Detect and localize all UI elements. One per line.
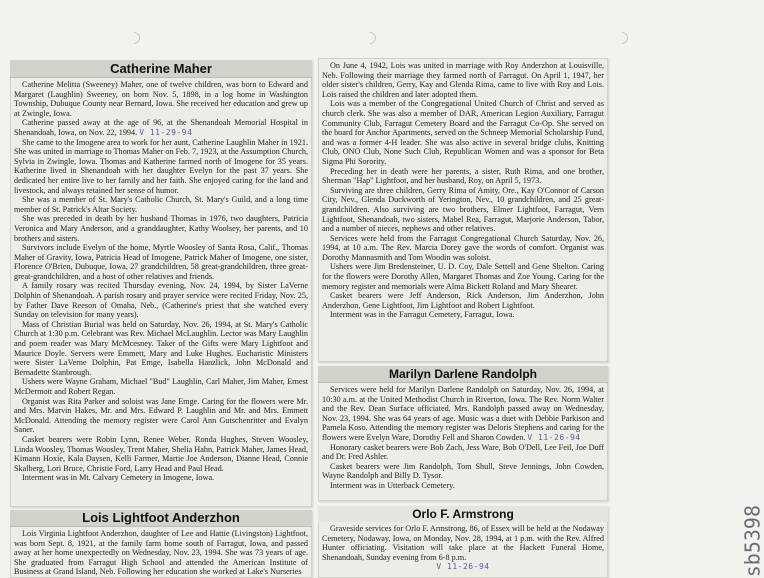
obituary-lois-anderzhon-continued (318, 58, 608, 362)
paragraph: Honorary casket bearers were Bob Zach, Jess Ware, Bob O'Dell, Lee Feil, Joe Duff and Dr. Fred Ashler. (322, 442, 604, 462)
paragraph (322, 562, 604, 572)
paragraph: She came to the Imogene area to work for her aunt, Catherine Laughlin Maher in 1921. She was united in marriage to Thomas Maher on Feb. 7, 1923, at the Assumption Church, Sylvia in Zwingle, Iowa. Thomas and Katherine farmed north of Imogene for 35 years. Katherine lived in Shenandoah with her daughter Evelyn for the past 37 years. She dedicated her entire live to her family and her faith. She enjoyed caring for the land and livestock, and always retained her sense of humor. (14, 137, 308, 195)
paragraph: Graveside services for Orlo F. Armstrong, 86, of Essex will be held at the Nodaway Cemetery, Nodaway, Iowa, on Monday, Nov. 28, 1994, at 1 p.m. with the Rev. Alfred Hunter officiating. Visitation will take place at the Hackett Funeral Home, Shenandoah, Sunday evening from 6-8 p.m. (322, 524, 604, 562)
paragraph: On June 4, 1942, Lois was united in marriage with Roy Anderzhon at Louisville, Neb. Following their marriage they farmed north of Farragut. On April 1, 1947, her older sister's children, Gerry, Kay and Glenda Rima, came to live with Roy and Lois. Lois raised the children and later adopted them. (322, 61, 604, 99)
handwritten-date: V 11-26-94 (436, 562, 490, 572)
paragraph: Casket bearers were Jim Randolph, Tom Shull, Steve Jennings, John Cowden, Wayne Randolph and Billy D. Tysor. (322, 461, 604, 481)
paragraph: Interment was in the Farragut Cemetery, Farragut, Iowa. (330, 310, 515, 320)
paragraph: She was preceded in death by her husband Thomas in 1976, two daughters, Patricia Veronica and Mary Anderson, and a granddaughter, Kathy Woolsey, her parents, and 10 brothers and sisters. (14, 214, 308, 243)
paragraph: Casket bearers were Robin Lynn, Renee Weber, Ronda Hughes, Steven Woosley, Linda Woosley, Thomas Woosley, Trent Maher, Shelia Hahn, Patrick Maher, James Head, Kimann Hoxie, Kala Daysen, Kelli Farmer, Martie Joe Anderson, Dianne Head, Connie Skalberg, Lori Bruce, Christie Ford, Larry Head and Paul Head. (14, 434, 308, 473)
catalog-mark: sb5398 (740, 505, 764, 578)
binder-hole-mark (362, 30, 379, 47)
paragraph: Ushers were Wayne Graham, Michael "Bud" Laughlin, Carl Maher, Jim Maher, Ernest McDermott and Robert Regan. (14, 377, 308, 396)
paragraph: Organist was Rita Parker and soloist was Jane Emge. Caring for the flowers were Mr. and Mrs. Marvin Hakes, Mr. and Mrs. Edward P. Laughlin and Mr. and Mrs. Emmett McDonald. Attending the memory register were Carol Ann Gutschenritter and Evalyn Saner. (14, 396, 308, 435)
obituary-marilyn-randolph (318, 366, 608, 501)
paragraph: Casket bearers were Jeff Anderson, Rick Anderson, Jim Anderzhon, John Anderzhon, Gene Lightfoot, Jim Lightfoot and Robert Lightfoot. (322, 291, 604, 310)
obituary-title: Lois Lightfoot Anderzhon (10, 510, 312, 527)
paragraph: Lois was a member of the Congregational United Church of Christ and served as church clerk. She was also a member of DAR, American Legion Auxiliary, Farragut Community Club, Farragut Cemetery Board and the Farragut Co-Op. She served on the board for Anchor Apartments, served on the Schneep Memorial Scholarship Fund, and was a former 4-H leader. She was also active in several bridge clubs, Knitting Club, ONO Club, None Such Club, Republican Women and was a sponsor for Beta Sigma Phi Sorority. (322, 99, 604, 166)
obituary-title: Orlo F. Armstrong (318, 506, 608, 522)
handwritten-date: V 11-26-94 (527, 432, 581, 442)
paragraph: Survivors include Evelyn of the home, Myrtle Woosley of Santa Rosa, Calif., Thomas Maher of Gravity, Iowa, Patricia Head of Imogene, Patrick Maher of Imogene, one sister, Florence O'Brien, Dubuque, Iowa, 27 grandchildren, 58 great-grandchildren, three great-great-grandchildren, and a host of other relatives and friends. (14, 243, 308, 281)
obituary-lois-anderzhon (10, 510, 312, 578)
paragraph: Catherine passed away at the age of 96, at the Shenandoah Memorial Hospital in Shenandoah, Iowa, on Nov. 22, 1994. V 11-29-94 (14, 118, 308, 137)
binder-hole-mark (126, 30, 143, 47)
paragraph: Surviving are three children, Gerry Rima of Amity, Ore., Kay O'Connor of Carson City, Nev., Glenda Duckworth of Yerington, Nev., 10 grandchildren, and 25 great-grandchildren. Also surviving are two brothers, Elmer Lightfoot, Farragut, Vern Lightfoot, Shenandoah, two sisters, Mabel Rea, Farragut, Marjorie Anderson, Tabor, and a number of nieces, nephews and other relatives. (322, 185, 604, 234)
binder-hole-mark (614, 30, 631, 47)
paragraph: Services were held from the Farragut Congregational Church Saturday, Nov. 26, 1994, at 10 a.m. The Rev. Marcia Dorey gave the words of comfort. Organist was Dorothy Mannasmith and Tom Woodin was soloist. (322, 233, 604, 262)
handwritten-date: V 11-29-94 (139, 127, 193, 137)
paragraph: Lois Virginia Lightfoot Anderzhon, daughter of Lee and Hattie (Livingston) Lightfoot, was born Sept. 8, 1921, at the family farm home south of Farragut, Iowa, and passed away at her home unexpectedly on Wednesday, Nov. 23, 1994. She was 73 years of age. She graduated from Farragut High School and attended the American Institute of Business at Grand Island, Neb. Following her education she worked at Lake's Nurseries (14, 529, 308, 577)
paragraph: Ushers were Jim Bredensteiner, U. D. Coy, Dale Settell and Gene Shelton. Caring for the flowers were Dorothy Allen, Margaret Thomas and Zoe Young. Caring for the memory register and memorials were Alma Bickett Roland and Mary Shearer. (322, 262, 604, 291)
paragraph: Catherine Melitta (Sweeney) Maher, one of twelve children, was born to Edward and Margaret (Laughlin) Sweeney, on born Nov. 5, 1898, in a log home in Washington Township, Dubuque County near Bernard, Iowa. She received her education and grew up at Zwingle, Iowa. (14, 80, 308, 118)
obituary-orlo-armstrong (318, 506, 608, 578)
paragraph: Mass of Christian Burial was held on Saturday, Nov. 26, 1994, at St. Mary's Catholic Church at 1:30 p.m. Celebrant was Rev. Michael McLaughlin. Lector was Mary Laughlin and poem reader was Mary McMcesney. Taker of the Gifts were Mary Lightfoot and Maurice Doyle. Servers were Emmett, Mary and Luke Hughes. Eucharistic Ministers were Sister LaVerne Dolphin, Pat Emge, Isabella Hanzlick, John McDonald and Bernadette Stanbrough. (14, 319, 308, 377)
paragraph: Services were held for Marilyn Darlene Randolph on Saturday, Nov. 26, 1994, at 10:30 a.m. at the United Methodist Church in Riverton, Iowa. The Rev. Norm Walter and the Rev. Dean Surface officiated. Mrs. Randolph passed away on Wednesday, Nov. 23, 1994. She was 64 years of age. Music was a duet with Debbie Parkison and Pamela Koso. Attending the memory register was Deloris Stephens and caring for the flowers were Evelyn Ware, Dorothy Fell and Sharon Cowden. V 11-26-94 (322, 385, 604, 442)
obituary-catherine-maher (10, 60, 312, 507)
paragraph: A family rosary was recited Thursday evening, Nov. 24, 1994, by Sister LaVerne Dolphin of Shenandoah. A parish rosary and prayer service were recited Friday, Nov. 25, by Father Dave Reeson of Omaha, Neb., (Catherine's priest that she watched every Sunday on television for many years). (14, 281, 308, 320)
obituary-title: Catherine Maher (10, 60, 312, 78)
paragraph: She was a member of St. Mary's Catholic Church, St. Mary's Guild, and a long time member of St. Patrick's Altar Society. (14, 195, 308, 214)
paragraph: Preceding her in death were her parents, a sister, Ruth Rima, and one brother, Sherman "Hap" Lightfoot, and her husband, Roy, on April 5, 1973. (322, 166, 604, 186)
obituary-title: Marilyn Darlene Randolph (318, 366, 608, 383)
paragraph: Interment was in Mt. Calvary Cemetery in Imogene, Iowa. (22, 473, 215, 483)
paragraph: Interment was in Utterback Cemetery. (330, 480, 455, 490)
